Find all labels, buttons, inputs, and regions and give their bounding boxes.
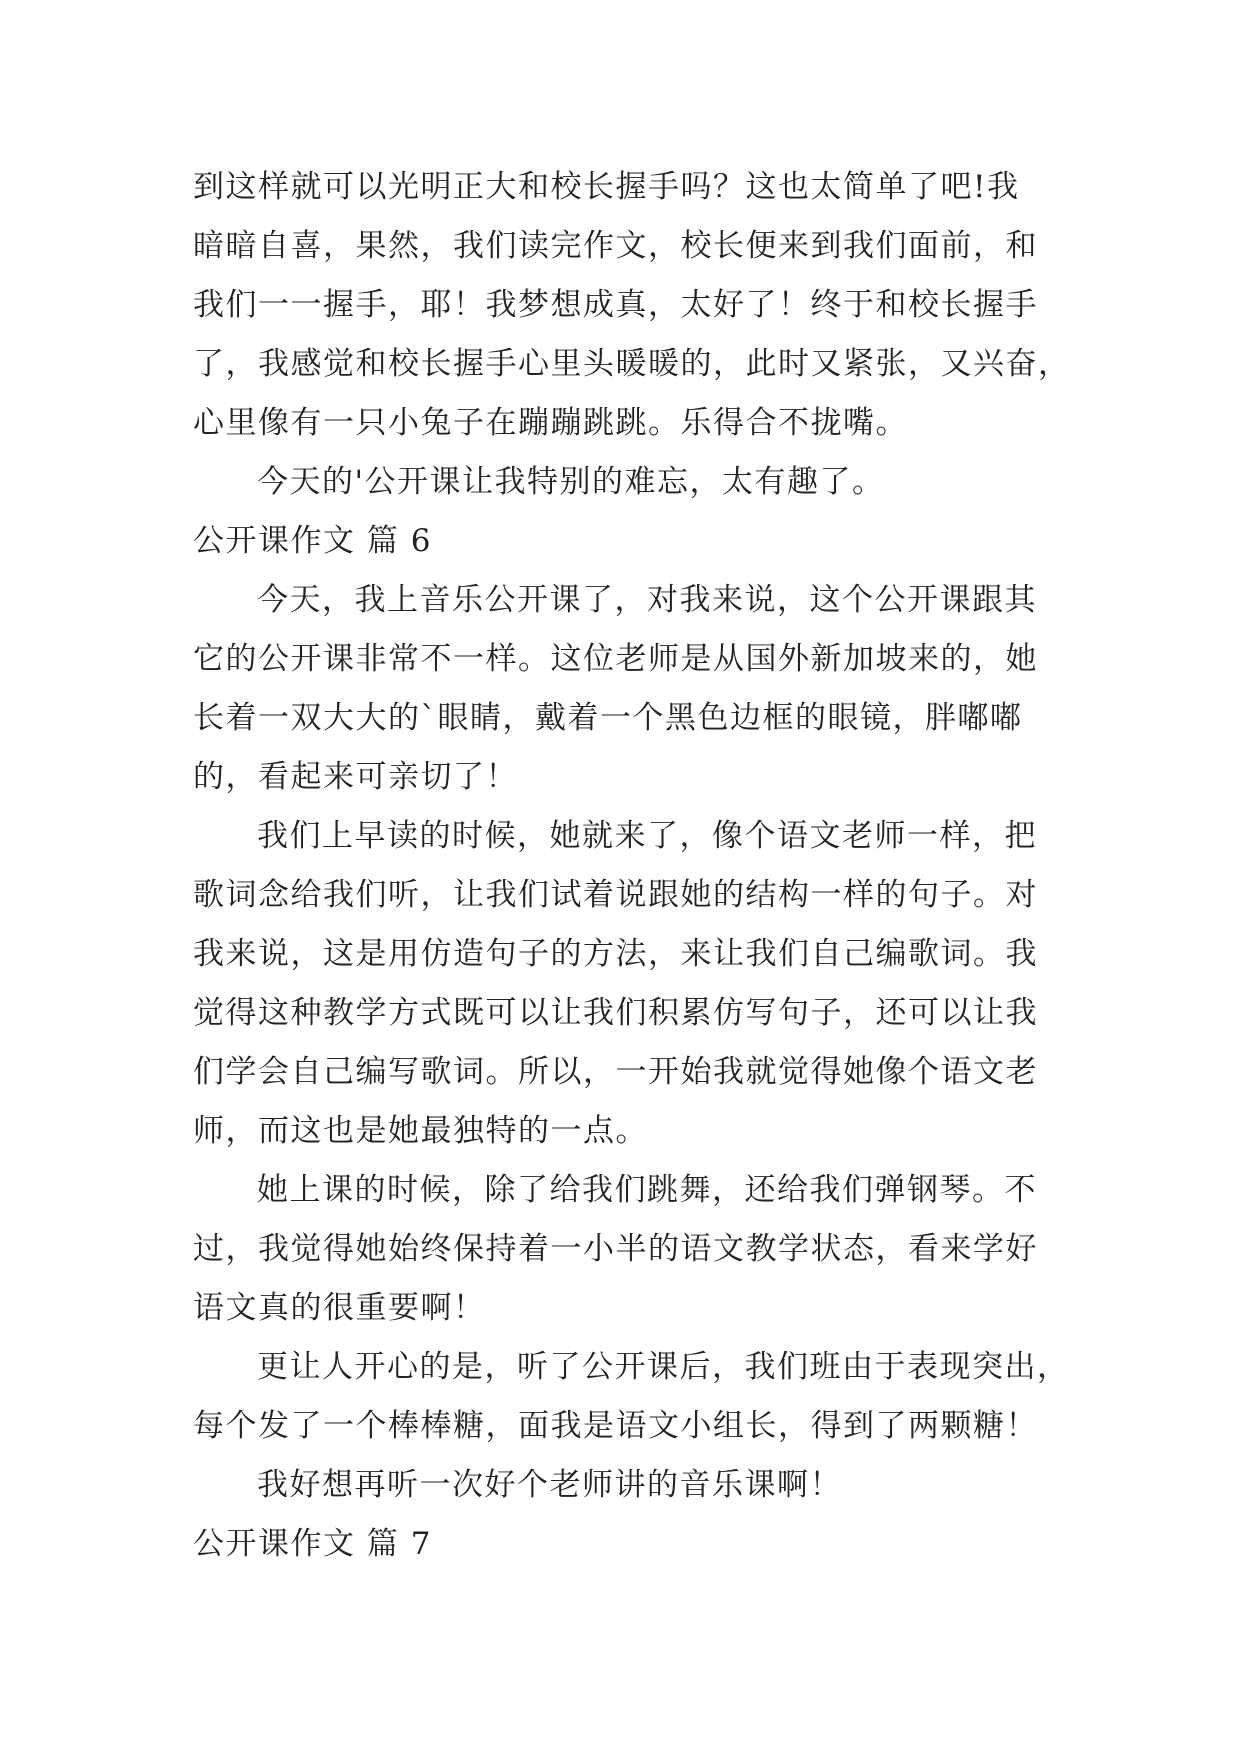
text-line: 长着一双大大的`眼睛，戴着一个黑色边框的眼镜，胖嘟嘟 <box>193 700 1023 736</box>
text-line: 心里像有一只小兔子在蹦蹦跳跳。乐得合不拢嘴。 <box>193 405 908 441</box>
text-line: 的，看起来可亲切了！ <box>193 759 518 795</box>
text-line: 歌词念给我们听，让我们试着说跟她的结构一样的句子。对 <box>193 877 1038 913</box>
paragraph-start-line: 更让人开心的是，听了公开课后，我们班由于表现突出， <box>257 1349 1070 1385</box>
text-line: 师，而这也是她最独特的一点。 <box>193 1113 648 1149</box>
document-body <box>193 158 1071 1574</box>
paragraph-start-line: 她上课的时候，除了给我们跳舞，还给我们弹钢琴。不 <box>257 1172 1037 1208</box>
section-heading: 公开课作文 篇 6 <box>193 523 432 559</box>
paragraph-start-line: 我们上早读的时候，她就来了，像个语文老师一样，把 <box>257 818 1037 854</box>
paragraph-start-line: 今天的'公开课让我特别的难忘，太有趣了。 <box>257 464 885 500</box>
text-line: 它的公开课非常不一样。这位老师是从国外新加坡来的，她 <box>193 641 1038 677</box>
text-line: 我来说，这是用仿造句子的方法，来让我们自己编歌词。我 <box>193 936 1038 972</box>
text-line: 觉得这种教学方式既可以让我们积累仿写句子，还可以让我 <box>193 995 1038 1031</box>
text-line: 每个发了一个棒棒糖，面我是语文小组长，得到了两颗糖！ <box>193 1408 1038 1444</box>
text-line: 了，我感觉和校长握手心里头暖暖的，此时又紧张，又兴奋， <box>193 346 1071 382</box>
paragraph-start-line: 我好想再听一次好个老师讲的音乐课啊！ <box>257 1467 842 1503</box>
section-heading: 公开课作文 篇 7 <box>193 1526 432 1562</box>
text-line: 过，我觉得她始终保持着一小半的语文教学状态，看来学好 <box>193 1231 1038 1267</box>
text-line: 到这样就可以光明正大和校长握手吗？这也太简单了吧!我 <box>193 169 1020 205</box>
text-line: 们学会自己编写歌词。所以，一开始我就觉得她像个语文老 <box>193 1054 1038 1090</box>
text-line: 我们一一握手，耶！我梦想成真，太好了！终于和校长握手 <box>193 287 1038 323</box>
text-line: 语文真的很重要啊！ <box>193 1290 486 1326</box>
text-line: 暗暗自喜，果然，我们读完作文，校长便来到我们面前，和 <box>193 228 1038 264</box>
paragraph-start-line: 今天，我上音乐公开课了，对我来说，这个公开课跟其 <box>257 582 1037 618</box>
